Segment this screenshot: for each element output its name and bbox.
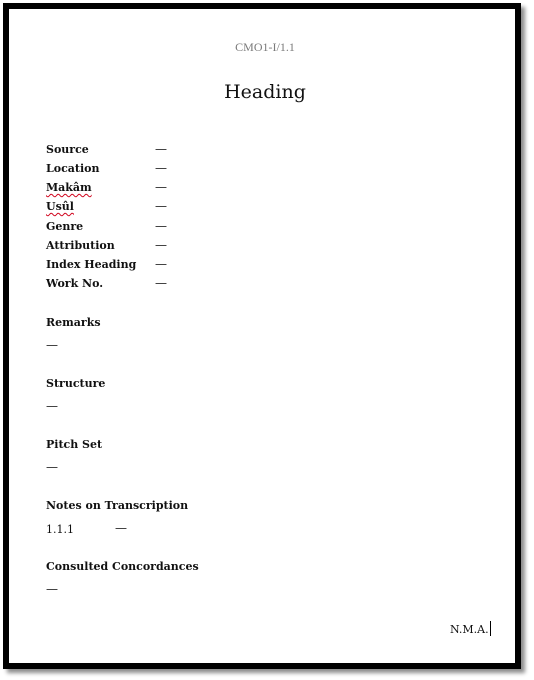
field-label-genre: Genre xyxy=(46,220,84,233)
section-pitch-set-label: Pitch Set xyxy=(46,438,103,451)
field-label-usul: Usûl xyxy=(46,200,74,213)
field-label-location: Location xyxy=(46,162,100,175)
section-concordances-label: Consulted Concordances xyxy=(46,560,199,573)
field-label-attribution: Attribution xyxy=(46,239,115,252)
document-code: CMO1-I/1.1 xyxy=(235,40,295,54)
section-remarks-value: — xyxy=(46,338,58,352)
field-value-source: — xyxy=(155,142,167,156)
field-label-work-no: Work No. xyxy=(46,277,104,290)
field-label-index-heading: Index Heading xyxy=(46,258,137,271)
signature xyxy=(450,621,491,636)
field-value-index-heading: — xyxy=(155,257,167,271)
section-structure-value: — xyxy=(46,399,58,413)
section-remarks-label: Remarks xyxy=(46,316,101,329)
field-value-makam: — xyxy=(155,180,167,194)
field-value-attribution: — xyxy=(155,238,167,252)
section-pitch-set-value: — xyxy=(46,460,58,474)
note-number: 1.1.1 xyxy=(46,523,74,536)
note-value: — xyxy=(115,521,127,535)
signature-text: N.M.A. xyxy=(450,623,489,636)
text-cursor xyxy=(490,621,491,636)
field-value-genre: — xyxy=(155,219,167,233)
field-value-usul: — xyxy=(155,199,167,213)
section-concordances-value: — xyxy=(46,582,58,596)
section-structure-label: Structure xyxy=(46,377,106,390)
section-notes-label: Notes on Transcription xyxy=(46,499,189,512)
field-label-source: Source xyxy=(46,143,89,156)
field-value-work-no: — xyxy=(155,276,167,290)
document-heading: Heading xyxy=(224,81,306,103)
field-value-location: — xyxy=(155,161,167,175)
field-label-makam: Makâm xyxy=(46,181,92,194)
